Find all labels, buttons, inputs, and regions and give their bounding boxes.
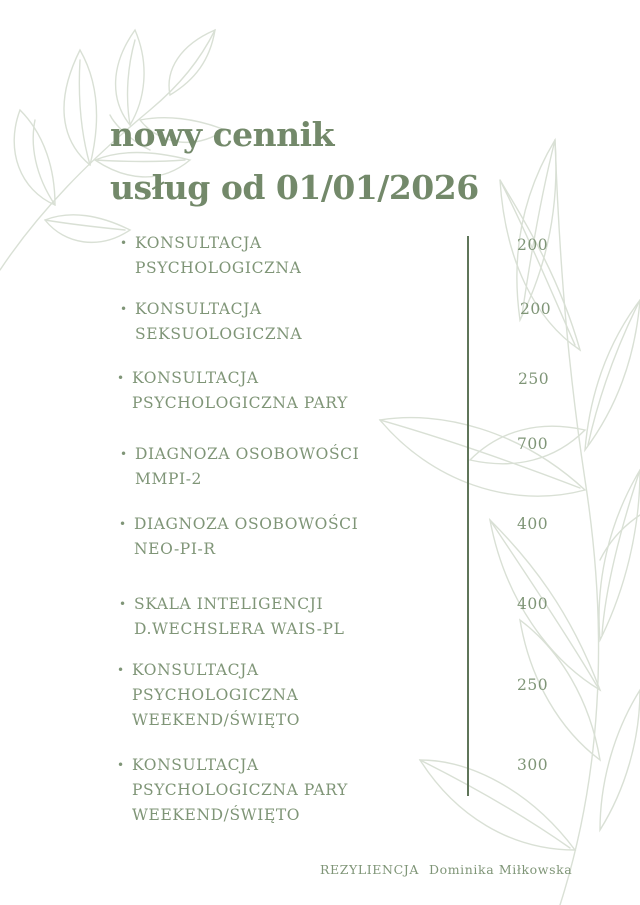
service-name-line: PSYCHOLOGICZNA PARY bbox=[132, 781, 348, 799]
service-price: 250 bbox=[517, 676, 549, 694]
service-name-line: DIAGNOZA OSOBOWOŚCI bbox=[134, 515, 359, 533]
title-line-1: nowy cennik bbox=[110, 115, 335, 154]
service-name-line: WEEKEND/ŚWIĘTO bbox=[132, 711, 301, 729]
service-name-line: WEEKEND/ŚWIĘTO bbox=[132, 806, 301, 824]
service-name-line: SEKSUOLOGICZNA bbox=[135, 325, 303, 343]
service-price: 250 bbox=[518, 370, 550, 388]
service-item bbox=[117, 753, 348, 828]
footer-name: Dominika Miłkowska bbox=[428, 862, 573, 877]
bullet-icon: • bbox=[117, 663, 125, 677]
service-price: 700 bbox=[517, 435, 549, 453]
leaf-branch-right-icon bbox=[380, 140, 640, 905]
service-item bbox=[120, 297, 303, 347]
service-name-line: KONSULTACJA bbox=[132, 661, 259, 679]
service-price: 200 bbox=[520, 300, 552, 318]
service-name-line: PSYCHOLOGICZNA bbox=[135, 259, 302, 277]
service-name-line: KONSULTACJA bbox=[135, 234, 262, 252]
service-price: 400 bbox=[517, 595, 549, 613]
bullet-icon: • bbox=[119, 517, 127, 531]
service-name-line: DIAGNOZA OSOBOWOŚCI bbox=[135, 445, 360, 463]
bullet-icon: • bbox=[119, 597, 127, 611]
bullet-icon: • bbox=[120, 236, 128, 250]
service-name-line: SKALA INTELIGENCJI bbox=[134, 595, 324, 613]
footer bbox=[320, 862, 572, 877]
service-price: 200 bbox=[517, 236, 549, 254]
service-item bbox=[117, 658, 301, 733]
service-item bbox=[119, 512, 359, 562]
service-name-line: KONSULTACJA bbox=[132, 369, 259, 387]
service-item bbox=[119, 592, 345, 642]
service-item bbox=[120, 231, 302, 281]
bullet-icon: • bbox=[120, 447, 128, 461]
service-price: 300 bbox=[517, 756, 549, 774]
service-name-line: PSYCHOLOGICZNA PARY bbox=[132, 394, 348, 412]
service-name-line: PSYCHOLOGICZNA bbox=[132, 686, 299, 704]
service-name-line: D.WECHSLERA WAIS-PL bbox=[134, 620, 345, 638]
service-name-line: MMPI-2 bbox=[135, 470, 202, 488]
bullet-icon: • bbox=[120, 302, 128, 316]
footer-brand: REZYLIENCJA bbox=[320, 862, 419, 877]
vertical-divider bbox=[467, 236, 469, 796]
service-name-line: KONSULTACJA bbox=[135, 300, 262, 318]
bullet-icon: • bbox=[117, 371, 125, 385]
service-item bbox=[120, 442, 360, 492]
service-price: 400 bbox=[517, 515, 549, 533]
service-item bbox=[117, 366, 348, 416]
service-name-line: NEO-PI-R bbox=[134, 540, 216, 558]
service-name-line: KONSULTACJA bbox=[132, 756, 259, 774]
bullet-icon: • bbox=[117, 758, 125, 772]
title-line-2: usług od 01/01/2026 bbox=[110, 168, 479, 207]
